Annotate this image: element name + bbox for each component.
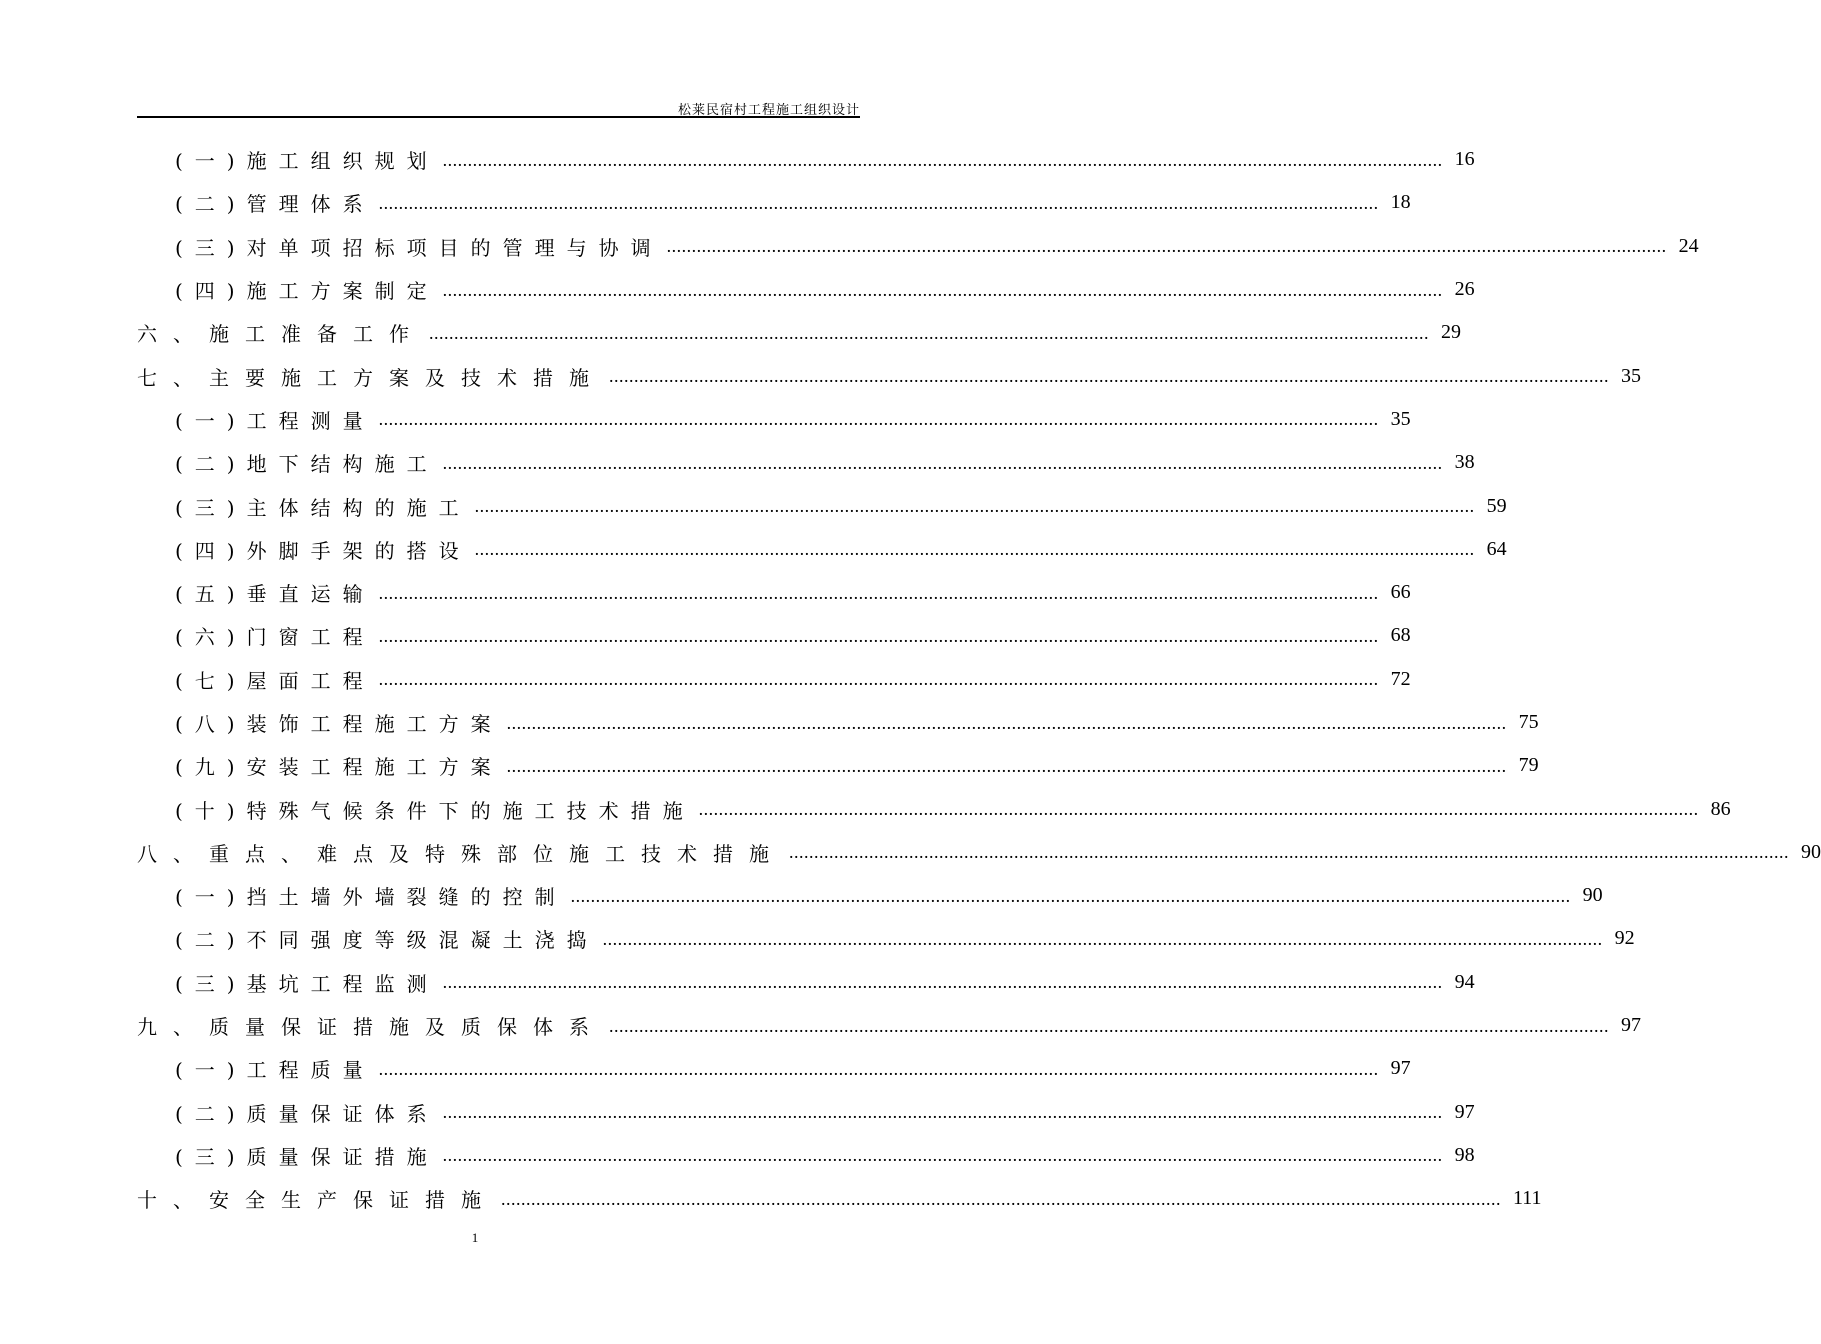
page-number: 1 — [471, 1230, 479, 1245]
toc-leader-dots: ........................................................................................................................................................................................................ — [378, 669, 1379, 690]
toc-entry-label: (一)施工组织规划 — [175, 149, 439, 174]
toc-leader-dots: ........................................................................................................................................................................................................ — [698, 799, 1699, 820]
toc-leader-dots: ........................................................................................................................................................................................................ — [429, 322, 1429, 343]
toc-entry-label: 八、重点、难点及特殊部位施工技术措施 — [137, 841, 785, 866]
toc-leader-dots: ........................................................................................................................................................................................................ — [378, 1058, 1379, 1079]
toc-entry-page: 97 — [1454, 1100, 1475, 1123]
toc-entry-page: 35 — [1390, 407, 1411, 430]
toc-leader-dots: ........................................................................................................................................................................................................ — [442, 972, 1443, 993]
toc-entry-page: 59 — [1486, 494, 1507, 517]
toc-entry-page: 97 — [1621, 1014, 1641, 1037]
toc-entry[interactable] — [137, 225, 1699, 268]
toc-entry[interactable] — [137, 961, 1475, 1004]
toc-entry-label: (二)管理体系 — [175, 192, 375, 217]
toc-entry-label: (三)质量保证措施 — [175, 1144, 439, 1169]
toc-entry[interactable] — [137, 831, 1821, 874]
table-of-contents — [137, 138, 1821, 1220]
toc-entry-page: 64 — [1486, 537, 1507, 560]
toc-entry-label: (一)挡土墙外墙裂缝的控制 — [175, 885, 567, 910]
toc-leader-dots: ........................................................................................................................................................................................................ — [442, 1145, 1443, 1166]
toc-entry-label: (四)外脚手架的搭设 — [175, 538, 471, 563]
toc-entry-label: (七)屋面工程 — [175, 668, 375, 693]
toc-entry-label: (五)垂直运输 — [175, 582, 375, 607]
toc-leader-dots: ........................................................................................................................................................................................................ — [442, 452, 1443, 473]
toc-entry-label: (二)质量保证体系 — [175, 1101, 439, 1126]
toc-entry-page: 26 — [1454, 278, 1475, 301]
toc-entry-page: 38 — [1454, 451, 1475, 474]
toc-entry[interactable] — [137, 398, 1411, 441]
toc-entry-label: (六)门窗工程 — [175, 625, 375, 650]
toc-leader-dots: ........................................................................................................................................................................................................ — [378, 409, 1379, 430]
toc-leader-dots: ........................................................................................................................................................................................................ — [609, 1015, 1609, 1036]
toc-entry-page: 90 — [1801, 840, 1821, 863]
toc-leader-dots: ........................................................................................................................................................................................................ — [602, 928, 1603, 949]
toc-entry[interactable] — [137, 268, 1475, 311]
toc-entry[interactable] — [137, 917, 1635, 960]
toc-entry-label: (三)对单项招标项目的管理与协调 — [175, 235, 663, 260]
toc-entry-page: 86 — [1710, 797, 1731, 820]
toc-entry[interactable] — [137, 744, 1539, 787]
toc-leader-dots: ........................................................................................................................................................................................................ — [442, 1102, 1443, 1123]
toc-entry-label: (三)主体结构的施工 — [175, 495, 471, 520]
toc-entry-page: 94 — [1454, 970, 1475, 993]
toc-entry[interactable] — [137, 571, 1411, 614]
toc-entry-page: 97 — [1390, 1057, 1411, 1080]
toc-leader-dots: ........................................................................................................................................................................................................ — [378, 192, 1379, 213]
toc-entry-label: (四)施工方案制定 — [175, 279, 439, 304]
toc-entry[interactable] — [137, 1134, 1475, 1177]
toc-leader-dots: ........................................................................................................................................................................................................ — [442, 149, 1443, 170]
toc-entry[interactable] — [137, 701, 1539, 744]
toc-entry-page: 29 — [1441, 321, 1461, 344]
toc-entry[interactable] — [137, 1004, 1641, 1047]
toc-entry-label: 七、主要施工方案及技术措施 — [137, 365, 605, 390]
toc-entry-page: 98 — [1454, 1143, 1475, 1166]
toc-entry-label: 九、质量保证措施及质保体系 — [137, 1015, 605, 1040]
toc-entry[interactable] — [137, 1177, 1542, 1220]
toc-entry-label: (九)安装工程施工方案 — [175, 755, 503, 780]
toc-entry[interactable] — [137, 787, 1731, 830]
toc-leader-dots: ........................................................................................................................................................................................................ — [501, 1188, 1501, 1209]
toc-entry-label: (二)地下结构施工 — [175, 452, 439, 477]
toc-entry[interactable] — [137, 1047, 1411, 1090]
toc-entry-page: 24 — [1678, 234, 1699, 257]
toc-leader-dots: ........................................................................................................................................................................................................ — [506, 755, 1507, 776]
toc-entry-label: (八)装饰工程施工方案 — [175, 712, 503, 736]
toc-entry-page: 75 — [1518, 711, 1539, 733]
toc-entry[interactable] — [137, 528, 1507, 571]
toc-entry-label: (一)工程质量 — [175, 1058, 375, 1083]
toc-entry-page: 66 — [1390, 581, 1411, 604]
toc-leader-dots: ........................................................................................................................................................................................................ — [506, 712, 1507, 733]
toc-entry-label: (三)基坑工程监测 — [175, 971, 439, 996]
toc-entry[interactable] — [137, 874, 1603, 917]
toc-leader-dots: ........................................................................................................................................................................................................ — [789, 842, 1789, 863]
header-title: 松莱民宿村工程施工组织设计 — [677, 103, 860, 118]
toc-entry-page: 16 — [1454, 148, 1475, 171]
page-header — [137, 96, 860, 118]
toc-entry[interactable] — [137, 614, 1411, 657]
toc-entry[interactable] — [137, 484, 1507, 527]
toc-leader-dots: ........................................................................................................................................................................................................ — [609, 366, 1609, 387]
toc-entry-page: 35 — [1621, 364, 1641, 387]
toc-leader-dots: ........................................................................................................................................................................................................ — [474, 539, 1475, 560]
toc-entry[interactable] — [137, 354, 1641, 397]
toc-leader-dots: ........................................................................................................................................................................................................ — [570, 885, 1571, 906]
toc-leader-dots: ........................................................................................................................................................................................................ — [666, 236, 1667, 257]
toc-leader-dots: ........................................................................................................................................................................................................ — [442, 279, 1443, 300]
toc-entry-page: 18 — [1390, 191, 1411, 214]
toc-entry[interactable] — [137, 441, 1475, 484]
toc-entry-label: (十)特殊气候条件下的施工技术措施 — [175, 798, 695, 823]
toc-entry-page: 72 — [1390, 667, 1411, 690]
toc-entry-label: 六、施工准备工作 — [137, 322, 425, 347]
toc-entry-page: 111 — [1513, 1187, 1542, 1210]
toc-leader-dots: ........................................................................................................................................................................................................ — [378, 625, 1379, 646]
toc-entry-label: (一)工程测量 — [175, 408, 375, 433]
toc-entry[interactable] — [137, 1091, 1475, 1134]
toc-entry[interactable] — [137, 138, 1475, 181]
toc-leader-dots: ........................................................................................................................................................................................................ — [474, 496, 1475, 517]
toc-entry-page: 92 — [1614, 927, 1635, 950]
toc-leader-dots: ........................................................................................................................................................................................................ — [378, 582, 1379, 603]
toc-entry[interactable] — [137, 181, 1411, 224]
toc-entry-page: 90 — [1582, 884, 1603, 907]
toc-entry-label: (二)不同强度等级混凝土浇捣 — [175, 928, 599, 953]
toc-entry-page: 79 — [1518, 754, 1539, 777]
toc-entry[interactable] — [137, 311, 1461, 354]
toc-entry-page: 68 — [1390, 624, 1411, 647]
toc-entry[interactable] — [137, 658, 1411, 701]
toc-entry-label: 十、安全生产保证措施 — [137, 1188, 497, 1213]
